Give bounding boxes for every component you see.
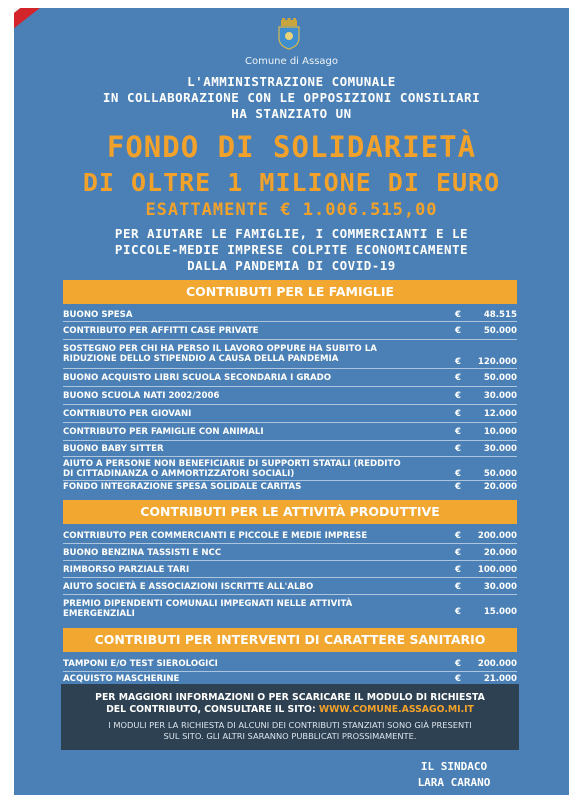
section-health-header: CONTRIBUTI PER INTERVENTI DI CARATTERE SANITARIO (63, 628, 517, 652)
intro-line: IN COLLABORAZIONE CON LE OPPOSIZIONI CONSILIARI (102, 90, 481, 105)
info-line-prefix: DEL CONTRIBUTO, CONSULTARE IL SITO: (106, 704, 319, 715)
table-row: SOSTEGNO PER CHI HA PERSO IL LAVORO OPPURE HA SUBITO LA RIDUZIONE DELLO STIPENDIO A CAUSA DELLA PANDEMIA € 120.000 (63, 344, 517, 367)
fund-subtitle: DI OLTRE 1 MILIONE DI EURO (82, 168, 501, 197)
table-row: CONTRIBUTO PER FAMIGLIE CON ANIMALI € 10.000 (63, 424, 517, 441)
table-row: CONTRIBUTO PER GIOVANI € 12.000 (63, 406, 517, 423)
table-row: CONTRIBUTO PER COMMERCIANTI E PICCOLE E MEDIE IMPRESE € 200.000 (63, 528, 517, 544)
section-families-header: CONTRIBUTI PER LE FAMIGLIE (63, 280, 517, 304)
table-row: ACQUISTO MASCHERINE € 21.000 (63, 674, 517, 684)
table-row: FONDO INTEGRAZIONE SPESA SOLIDALE CARITAS € 20.000 (63, 482, 517, 492)
table-row: BUONO SCUOLA NATI 2002/2006 € 30.000 (63, 388, 517, 405)
italian-flag-ribbon-icon (14, 8, 153, 61)
info-note: SUL SITO. GLI ALTRI SARANNO PUBBLICATI PROSSIMAMENTE. (163, 731, 417, 741)
purpose-line: DALLA PANDEMIA DI COVID-19 (187, 258, 396, 273)
poster (14, 8, 569, 795)
table-row: BUONO ACQUISTO LIBRI SCUOLA SECONDARIA I GRADO € 50.000 (63, 370, 517, 387)
info-line (61, 704, 519, 716)
signature-role: IL SINDACO (420, 760, 488, 773)
table-row: RIMBORSO PARZIALE TARI € 100.000 (63, 562, 517, 578)
table-row: CONTRIBUTO PER AFFITTI CASE PRIVATE € 50.000 (63, 323, 517, 340)
fund-title: FONDO DI SOLIDARIETÀ (106, 130, 477, 164)
table-row: TAMPONI E/O TEST SIEROLOGICI € 200.000 (63, 656, 517, 672)
table-row: BUONO SPESA € 48.515 (63, 310, 517, 320)
purpose-line: PER AIUTARE LE FAMIGLIE, I COMMERCIANTI E LE (114, 226, 469, 241)
purpose-line: PICCOLE-MEDIE IMPRESE COLPITE ECONOMICAMENTE (114, 242, 469, 257)
table-row: AIUTO A PERSONE NON BENEFICIARIE DI SUPPORTI STATALI (REDDITO DI CITTADINANZA O AMMORTIZZATORI SOCIALI) € 50.000 (63, 459, 517, 479)
table-row: PREMIO DIPENDENTI COMUNALI IMPEGNATI NELLE ATTIVITÀ EMERGENZIALI € 15.000 (63, 599, 517, 619)
intro-line: L'AMMINISTRAZIONE COMUNALE (187, 74, 396, 89)
table-row: BUONO BENZINA TASSISTI E NCC € 20.000 (63, 545, 517, 561)
website-link[interactable]: WWW.COMUNE.ASSAGO.MI.IT (318, 704, 474, 715)
comune-coat-of-arms-icon (276, 18, 302, 50)
table-row: AIUTO SOCIETÀ E ASSOCIAZIONI ISCRITTE ALL'ALBO € 30.000 (63, 579, 517, 595)
section-activities-header: CONTRIBUTI PER LE ATTIVITÀ PRODUTTIVE (63, 500, 517, 524)
fund-amount: ESATTAMENTE € 1.006.515,00 (145, 200, 438, 220)
table-row: BUONO BABY SITTER € 30.000 (63, 442, 517, 457)
intro-line: HA STANZIATO UN (231, 106, 352, 121)
signature-name: LARA CARANO (417, 776, 491, 789)
info-note: I MODULI PER LA RICHIESTA DI ALCUNI DEI CONTRIBUTI STANZIATI SONO GIÀ PRESENTI (108, 720, 472, 730)
comune-label: Comune di Assago (244, 56, 338, 67)
info-box (61, 684, 519, 750)
info-line: PER MAGGIORI INFORMAZIONI O PER SCARICARE IL MODULO DI RICHIESTA (95, 692, 485, 703)
